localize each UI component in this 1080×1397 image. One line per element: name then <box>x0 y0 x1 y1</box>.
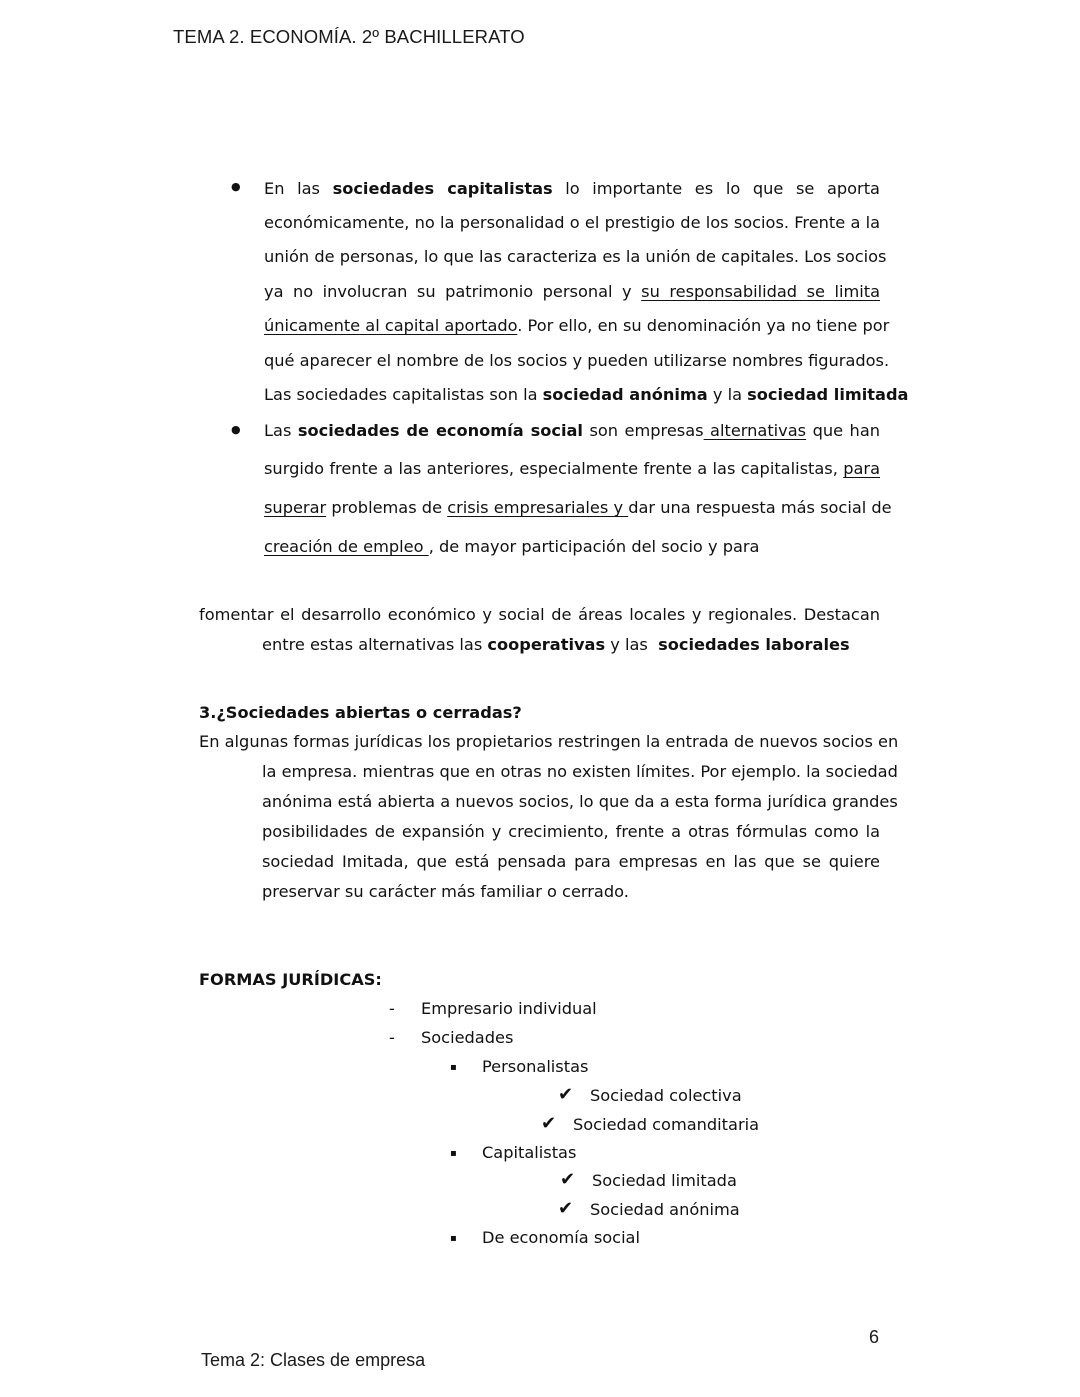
paragraph-line: fomentar el desarrollo económico y social de áreas locales y regionales. Destacan <box>199 605 880 624</box>
list-item: Sociedad limitada <box>592 1171 737 1190</box>
square-bullet-icon: ▪ <box>450 1148 457 1159</box>
list-item: Sociedades <box>421 1028 514 1047</box>
paragraph-line: anónima está abierta a nuevos socios, lo que da a esta forma jurídica grandes <box>262 792 898 811</box>
paragraph-line: entre estas alternativas las cooperativas y las sociedades laborales <box>262 635 850 654</box>
paragraph-line: Las sociedades capitalistas son la sociedad anónima y la sociedad limitada <box>264 385 909 404</box>
check-icon: ✔ <box>558 1084 574 1105</box>
page-header: TEMA 2. ECONOMÍA. 2º BACHILLERATO <box>173 26 525 47</box>
paragraph-line: creación de empleo , de mayor participación del socio y para <box>264 537 760 556</box>
square-bullet-icon: ▪ <box>450 1233 457 1244</box>
paragraph-line: qué aparecer el nombre de los socios y pueden utilizarse nombres figurados. <box>264 351 890 370</box>
list-item: Sociedad colectiva <box>590 1086 742 1105</box>
list-heading: FORMAS JURÍDICAS: <box>199 970 382 989</box>
check-icon: ✔ <box>541 1113 557 1134</box>
page-number: 6 <box>869 1327 880 1347</box>
paragraph-line: surgido frente a las anteriores, especialmente frente a las capitalistas, para <box>264 459 880 478</box>
list-item: Capitalistas <box>482 1143 577 1162</box>
section-heading: 3.¿Sociedades abiertas o cerradas? <box>199 703 522 722</box>
check-icon: ✔ <box>558 1198 574 1219</box>
paragraph-line: unión de personas, lo que las caracteriza es la unión de capitales. Los socios <box>264 247 887 266</box>
check-icon: ✔ <box>560 1169 576 1190</box>
paragraph-line: ya no involucran su patrimonio personal y su responsabilidad se limita <box>264 282 880 301</box>
list-item: Personalistas <box>482 1057 589 1076</box>
paragraph-line: posibilidades de expansión y crecimiento, frente a otras fórmulas como la <box>262 822 880 841</box>
paragraph-line: económicamente, no la personalidad o el prestigio de los socios. Frente a la <box>264 213 880 232</box>
bullet-icon: ● <box>231 180 241 193</box>
paragraph-line: Las sociedades de economía social son empresas alternativas que han <box>264 421 880 440</box>
paragraph-line: preservar su carácter más familiar o cerrado. <box>262 882 629 901</box>
list-item: De economía social <box>482 1228 640 1247</box>
list-item: Empresario individual <box>421 999 597 1018</box>
page-footer: Tema 2: Clases de empresa <box>201 1350 426 1370</box>
dash-marker: - <box>389 1028 395 1047</box>
paragraph-line: En algunas formas jurídicas los propietarios restringen la entrada de nuevos socios en <box>199 732 899 751</box>
square-bullet-icon: ▪ <box>450 1062 457 1073</box>
list-item: Sociedad comanditaria <box>573 1115 760 1134</box>
paragraph-line: superar problemas de crisis empresariales y dar una respuesta más social de <box>264 498 892 517</box>
paragraph-line: la empresa. mientras que en otras no existen límites. Por ejemplo. la sociedad <box>262 762 898 781</box>
bullet-icon: ● <box>231 423 241 436</box>
paragraph-line: sociedad Imitada, que está pensada para empresas en las que se quiere <box>262 852 880 871</box>
paragraph-line: En las sociedades capitalistas lo importante es lo que se aporta <box>264 179 880 198</box>
paragraph-line: únicamente al capital aportado. Por ello, en su denominación ya no tiene por <box>264 316 890 335</box>
dash-marker: - <box>389 999 395 1018</box>
list-item: Sociedad anónima <box>590 1200 740 1219</box>
